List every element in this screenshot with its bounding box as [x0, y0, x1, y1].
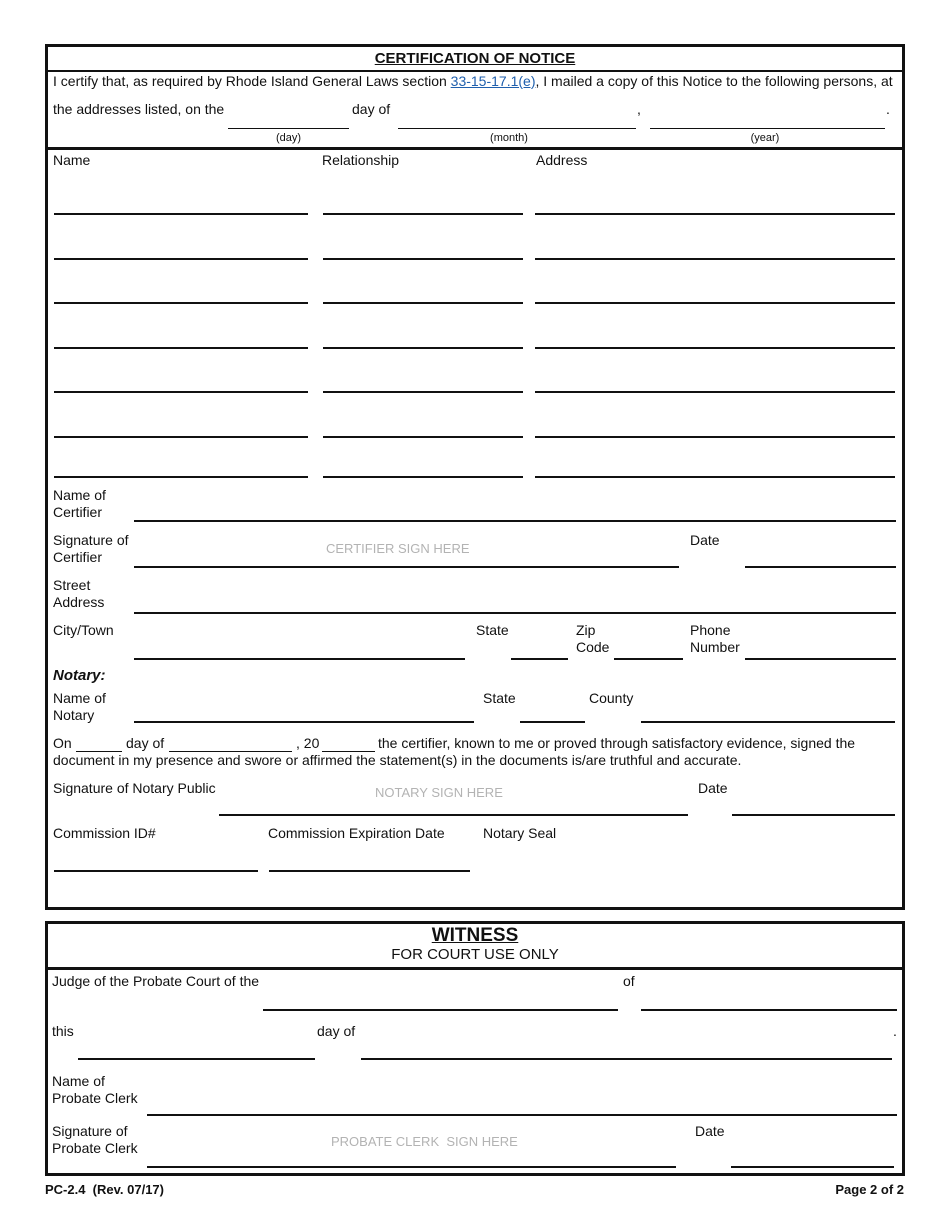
recipient-address-input[interactable] — [535, 213, 895, 215]
month-input[interactable] — [398, 128, 636, 129]
recipient-relationship-input[interactable] — [323, 302, 523, 304]
recipient-address-input[interactable] — [535, 347, 895, 349]
page-number: Page 2 of 2 — [835, 1182, 904, 1197]
street-address-input[interactable] — [134, 612, 896, 614]
day-input[interactable] — [228, 128, 349, 129]
statement-suffix: , I mailed a copy of this Notice to the following persons, at — [535, 73, 893, 89]
notary-state-input[interactable] — [520, 721, 585, 723]
jurat-comma-20: , 20 — [296, 735, 320, 751]
statement-prefix: I certify that, as required by Rhode Island General Laws section — [53, 73, 451, 89]
recipient-name-input[interactable] — [54, 213, 308, 215]
recipient-relationship-input[interactable] — [323, 213, 523, 215]
phone-number-label: Phone Number — [690, 622, 740, 655]
notary-signature-input[interactable] — [219, 814, 688, 816]
notary-name-label: Name of Notary — [53, 690, 106, 723]
notary-name-input[interactable] — [134, 721, 474, 723]
court-name-input[interactable] — [263, 1009, 618, 1011]
notary-date-label: Date — [698, 780, 728, 796]
comma-label: , — [637, 101, 641, 117]
notary-county-input[interactable] — [641, 721, 895, 723]
city-town-input[interactable] — [134, 658, 465, 660]
notary-heading: Notary: — [53, 667, 106, 684]
address-column-header: Address — [536, 152, 588, 168]
recipient-relationship-input[interactable] — [323, 436, 523, 438]
recipient-name-input[interactable] — [54, 436, 308, 438]
recipient-address-input[interactable] — [535, 258, 895, 260]
recipient-address-input[interactable] — [535, 436, 895, 438]
recipient-relationship-input[interactable] — [323, 347, 523, 349]
notary-signature-label: Signature of Notary Public — [53, 780, 216, 796]
title-divider — [47, 70, 903, 72]
commission-id-input[interactable] — [54, 870, 258, 872]
recipient-name-input[interactable] — [54, 347, 308, 349]
certification-title: CERTIFICATION OF NOTICE — [374, 50, 576, 67]
probate-clerk-name-label: Name of Probate Clerk — [52, 1073, 138, 1106]
recipient-relationship-input[interactable] — [323, 258, 523, 260]
certifier-date-input[interactable] — [745, 566, 896, 568]
notary-state-label: State — [483, 690, 516, 706]
statute-link[interactable]: 33-15-17.1(e) — [450, 73, 536, 89]
commission-expiration-label: Commission Expiration Date — [268, 825, 445, 841]
probate-clerk-name-input[interactable] — [147, 1114, 897, 1116]
recipient-address-input[interactable] — [535, 476, 895, 478]
recipient-address-input[interactable] — [535, 302, 895, 304]
certifier-sign-placeholder: CERTIFIER SIGN HERE — [326, 541, 470, 556]
jurat-on: On — [53, 735, 72, 751]
witness-divider — [47, 967, 903, 970]
state-label: State — [476, 622, 509, 638]
name-column-header: Name — [53, 152, 91, 168]
certifier-name-input[interactable] — [134, 520, 896, 522]
judge-label: Judge of the Probate Court of the — [52, 973, 260, 989]
witness-title: WITNESS — [431, 925, 519, 946]
witness-subtitle: FOR COURT USE ONLY — [391, 946, 559, 963]
of-label: of — [623, 973, 635, 989]
certifier-date-label: Date — [690, 532, 720, 548]
zip-code-label: Zip Code — [576, 622, 610, 655]
recipients-divider — [47, 147, 903, 150]
recipient-name-input[interactable] — [54, 302, 308, 304]
year-caption: (year) — [750, 132, 780, 144]
commission-id-label: Commission ID# — [53, 825, 156, 841]
recipient-name-input[interactable] — [54, 476, 308, 478]
recipient-relationship-input[interactable] — [323, 476, 523, 478]
month-caption: (month) — [490, 132, 528, 144]
commission-expiration-input[interactable] — [269, 870, 470, 872]
statement-line2-label: the addresses listed, on the — [53, 101, 225, 117]
notary-county-label: County — [589, 690, 634, 706]
probate-clerk-sign-placeholder: PROBATE CLERK SIGN HERE — [331, 1134, 518, 1149]
certifier-signature-input[interactable] — [134, 566, 679, 568]
notary-seal-label: Notary Seal — [483, 825, 557, 841]
recipient-relationship-input[interactable] — [323, 391, 523, 393]
phone-number-input[interactable] — [745, 658, 896, 660]
zip-code-input[interactable] — [614, 658, 683, 660]
witness-period: . — [893, 1023, 897, 1039]
probate-clerk-signature-label: Signature of Probate Clerk — [52, 1123, 138, 1156]
jurat-line2: document in my presence and swore or affirmed the statement(s) in the documents is/are truthful and accurate. — [53, 752, 742, 768]
certification-statement — [53, 73, 893, 90]
recipient-address-input[interactable] — [535, 391, 895, 393]
certifier-signature-label: Signature of Certifier — [53, 532, 129, 565]
city-town-label: City/Town — [53, 622, 114, 638]
relationship-column-header: Relationship — [322, 152, 400, 168]
this-label: this — [52, 1023, 74, 1039]
year-input[interactable] — [650, 128, 885, 129]
day-caption: (day) — [275, 132, 302, 144]
street-address-label: Street Address — [53, 577, 105, 610]
form-id: PC-2.4 (Rev. 07/17) — [45, 1182, 164, 1197]
witness-day-of: day of — [317, 1023, 356, 1039]
court-location-input[interactable] — [641, 1009, 897, 1011]
state-input[interactable] — [511, 658, 568, 660]
recipient-name-input[interactable] — [54, 391, 308, 393]
notary-date-input[interactable] — [732, 814, 895, 816]
certifier-name-label: Name of Certifier — [53, 487, 106, 520]
recipient-name-input[interactable] — [54, 258, 308, 260]
probate-clerk-date-label: Date — [695, 1123, 725, 1139]
notary-sign-placeholder: NOTARY SIGN HERE — [375, 785, 503, 800]
witness-month-input[interactable] — [361, 1058, 892, 1060]
witness-day-input[interactable] — [78, 1058, 315, 1060]
jurat-rest: the certifier, known to me or proved through satisfactory evidence, signed the — [378, 735, 856, 751]
day-of-label: day of — [352, 101, 391, 117]
probate-clerk-date-input[interactable] — [731, 1166, 894, 1168]
period-label: . — [886, 101, 890, 117]
jurat-day-of: day of — [126, 735, 165, 751]
probate-clerk-signature-input[interactable] — [147, 1166, 676, 1168]
